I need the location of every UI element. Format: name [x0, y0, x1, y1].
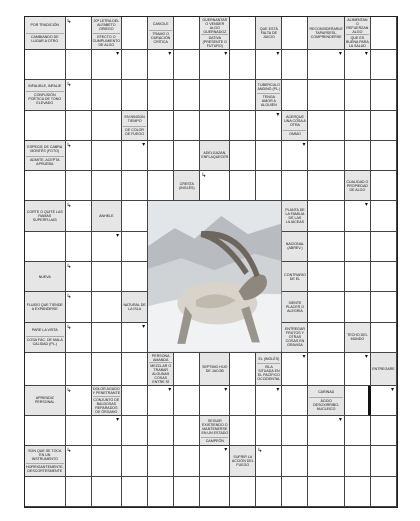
- clue-cell: [174, 171, 200, 201]
- clue-text: SUFRIR LA ACCIÓN DEL FUEGO: [231, 455, 254, 468]
- clue-cell: [25, 80, 66, 110]
- answer-cell[interactable]: [256, 416, 282, 446]
- arrow-down-icon: ▾: [116, 417, 120, 424]
- answer-cell[interactable]: [122, 416, 148, 446]
- clue-text: TRAMO O DURACIÓN CRÍTICA: [151, 32, 171, 44]
- answer-cell[interactable]: [25, 171, 66, 201]
- answer-cell[interactable]: [92, 111, 122, 141]
- answer-cell[interactable]: [92, 477, 122, 507]
- answer-cell[interactable]: [345, 477, 371, 507]
- clue-text: CARINAD: [318, 389, 335, 394]
- clue-cell: [25, 262, 66, 292]
- clue-cell: [25, 141, 66, 171]
- arrow-down-icon: ▾: [364, 51, 368, 57]
- arrow-down-icon: ▾: [364, 202, 368, 209]
- answer-cell[interactable]: [66, 323, 92, 353]
- clue-cell: [282, 232, 308, 262]
- clue-cell: [256, 17, 282, 50]
- clue-text: CORTE O QUITE LAS RAMAS SUPERFLUAS: [26, 210, 63, 223]
- arrow-down-icon: ▾: [276, 386, 280, 393]
- answer-cell[interactable]: [200, 477, 230, 507]
- clue-cell: [200, 416, 230, 446]
- answer-cell[interactable]: [92, 80, 122, 110]
- clue-text: INFALIBLE, INFALIE: [28, 84, 62, 89]
- arrow-down-icon: ▾: [116, 232, 120, 239]
- clue-text: POR TRADICIÓN: [30, 23, 60, 28]
- answer-cell[interactable]: [66, 386, 92, 416]
- clue-cell: [25, 17, 66, 50]
- arrow-down-icon: ▾: [364, 353, 368, 360]
- answer-cell[interactable]: [66, 17, 92, 50]
- answer-cell[interactable]: [308, 353, 344, 386]
- answer-cell[interactable]: [92, 446, 122, 476]
- arrow-right-icon: ↳: [66, 142, 72, 149]
- arrow-down-icon: ▾: [224, 51, 228, 57]
- answer-cell[interactable]: [92, 141, 122, 171]
- clue-text: EN NINGÚN TIEMPO: [124, 114, 145, 123]
- clue-text: ENTREGARE: [372, 366, 395, 371]
- answer-cell[interactable]: [66, 80, 92, 110]
- answer-cell[interactable]: [148, 80, 174, 110]
- answer-cell[interactable]: [122, 477, 148, 507]
- clue-text: EL (INGLÉS): [258, 356, 280, 361]
- clue-text: PARE LA VISTA: [31, 327, 58, 332]
- clue-text: SEGUIR EXISTIENDO O MANTENERSE EN UN ESTADO: [201, 418, 229, 435]
- answer-cell[interactable]: [345, 232, 371, 262]
- answer-cell[interactable]: [25, 50, 66, 80]
- clue-text: TUBERCULO ANDINO (PL.): [257, 83, 281, 92]
- answer-cell[interactable]: [92, 323, 122, 353]
- answer-cell[interactable]: [256, 386, 282, 416]
- clue-text: EFECTO O CUMPLIMIENTO DE ALGO: [92, 34, 121, 47]
- clue-cell: [371, 353, 397, 386]
- answer-cell[interactable]: [122, 80, 148, 110]
- answer-cell[interactable]: [66, 141, 92, 171]
- clue-text: ISLA SITUADA EN EL PACÍFICO OCCIDENTAL: [257, 365, 281, 382]
- answer-cell[interactable]: [122, 386, 148, 416]
- arrow-down-icon: ▾: [142, 141, 146, 148]
- answer-cell[interactable]: [345, 416, 371, 446]
- clue-text: DE COLOR DE FUEGO: [123, 126, 146, 136]
- answer-cell[interactable]: [148, 446, 174, 476]
- clue-text: DATIVA (PRESENTE O FUTURO): [202, 36, 227, 48]
- clue-cell: [345, 17, 371, 50]
- clue-cell: [308, 386, 344, 416]
- answer-cell[interactable]: [256, 171, 282, 201]
- clue-text: CAMPEÓN: [201, 437, 228, 443]
- answer-cell[interactable]: [345, 201, 371, 231]
- answer-cell[interactable]: [148, 141, 174, 171]
- answer-cell[interactable]: [282, 477, 308, 507]
- answer-cell[interactable]: [92, 50, 122, 80]
- answer-cell[interactable]: [230, 50, 256, 80]
- clue-text: CONFUSIÓN POÉTICA DE TONO ELEVADO: [26, 91, 64, 105]
- arrow-down-icon: ▾: [302, 353, 306, 360]
- clue-text: SON QUE SE TOCA EN UN INSTRUMENTO: [28, 449, 62, 462]
- answer-cell[interactable]: [308, 80, 344, 110]
- answer-cell[interactable]: [345, 292, 371, 322]
- clue-text: ENTREGAR FRUTOS Y OTRAS COSAS EN GRAVISA: [284, 327, 305, 348]
- arrow-down-icon: ▾: [302, 141, 306, 148]
- clue-text: OMMO: [283, 130, 306, 136]
- ibex-photo: [148, 201, 282, 352]
- answer-cell[interactable]: [122, 17, 148, 50]
- answer-cell[interactable]: [200, 111, 230, 141]
- arrow-down-icon: ▾: [338, 417, 342, 424]
- answer-cell[interactable]: [148, 386, 174, 416]
- answer-cell[interactable]: [371, 292, 397, 322]
- arrow-right-icon: ↳: [66, 387, 72, 394]
- clue-cell: [92, 386, 122, 416]
- clue-text: MEZCLAR O TRABAR ALGUNAS COSAS ENTRE SÍ: [150, 363, 172, 384]
- answer-cell[interactable]: [282, 386, 308, 416]
- clue-text: SIENTE PLACER O ALEGRÍA: [285, 300, 305, 313]
- answer-cell[interactable]: [25, 353, 66, 386]
- answer-cell[interactable]: [122, 232, 148, 262]
- clue-text: GUERNANTAR O VENDER ALGO GUERNADOZ: [202, 18, 228, 34]
- answer-cell[interactable]: [92, 353, 122, 386]
- answer-cell[interactable]: [308, 50, 344, 80]
- arrow-down-icon: ▾: [276, 111, 280, 118]
- clue-text: CRESTA (INGLÉS): [178, 181, 195, 190]
- answer-cell[interactable]: [25, 477, 66, 507]
- clue-text: SEPTIMO HIJO DE JACOB: [202, 364, 228, 373]
- answer-cell[interactable]: [282, 141, 308, 171]
- answer-cell[interactable]: [148, 416, 174, 446]
- arrow-right-icon: ↳: [257, 448, 263, 455]
- arrow-right-icon: ↳: [201, 173, 207, 180]
- answer-cell[interactable]: [66, 292, 92, 322]
- clue-cell: [25, 323, 66, 353]
- clue-cell: [25, 201, 66, 231]
- answer-cell[interactable]: [25, 111, 66, 141]
- answer-cell[interactable]: [66, 416, 92, 446]
- answer-cell[interactable]: [371, 141, 397, 171]
- answer-cell[interactable]: [371, 201, 397, 231]
- answer-cell[interactable]: [256, 50, 282, 80]
- answer-cell[interactable]: [200, 171, 230, 201]
- answer-cell[interactable]: [230, 416, 256, 446]
- clue-cell: [282, 262, 308, 292]
- answer-cell[interactable]: [256, 477, 282, 507]
- clue-cell: [282, 111, 308, 141]
- answer-cell[interactable]: [174, 353, 200, 386]
- answer-cell[interactable]: [92, 292, 122, 322]
- answer-cell[interactable]: [282, 50, 308, 80]
- answer-cell[interactable]: [308, 292, 344, 322]
- clue-cell: [200, 353, 230, 386]
- answer-cell[interactable]: [122, 50, 148, 80]
- clue-cell: [25, 386, 66, 416]
- arrow-right-icon: ↳: [66, 448, 72, 455]
- clue-text: FLUIDO QUE TIENDE A EXPANDIRSE: [26, 302, 63, 311]
- clue-cell: [345, 171, 371, 201]
- answer-cell[interactable]: [282, 416, 308, 446]
- clue-text: APRENDIZ PERSONAL: [34, 396, 55, 405]
- answer-cell[interactable]: [371, 50, 397, 80]
- answer-cell[interactable]: [92, 232, 122, 262]
- answer-cell[interactable]: [200, 386, 230, 416]
- answer-cell[interactable]: [256, 111, 282, 141]
- answer-cell[interactable]: [66, 353, 92, 386]
- answer-cell[interactable]: [308, 232, 344, 262]
- answer-cell[interactable]: [282, 80, 308, 110]
- answer-cell[interactable]: [200, 50, 230, 80]
- answer-cell[interactable]: [174, 446, 200, 476]
- clue-cell: [92, 201, 122, 231]
- answer-cell[interactable]: [174, 386, 200, 416]
- answer-cell[interactable]: [371, 232, 397, 262]
- answer-cell[interactable]: [66, 50, 92, 80]
- clue-text: ÁCIDO DESOXIRRIBO-NUCLEICO: [309, 397, 342, 411]
- answer-cell[interactable]: [148, 171, 174, 201]
- answer-cell[interactable]: [230, 353, 256, 386]
- answer-cell[interactable]: [308, 171, 344, 201]
- answer-cell[interactable]: [345, 111, 371, 141]
- arrow-down-icon: ▾: [168, 386, 172, 393]
- clue-cell: [92, 17, 122, 50]
- answer-cell[interactable]: [122, 446, 148, 476]
- arrow-down-icon: ▾: [142, 323, 146, 330]
- answer-cell[interactable]: [345, 262, 371, 292]
- answer-cell[interactable]: [371, 171, 397, 201]
- answer-cell[interactable]: [92, 171, 122, 201]
- answer-cell[interactable]: [282, 171, 308, 201]
- answer-cell[interactable]: [66, 201, 92, 231]
- answer-cell[interactable]: [371, 262, 397, 292]
- answer-cell[interactable]: [174, 17, 200, 50]
- answer-cell[interactable]: [282, 17, 308, 50]
- clue-text: NACIONAL (ABREV.): [285, 242, 305, 251]
- clue-text: ANHELE: [99, 214, 114, 219]
- arrow-right-icon: ↳: [66, 82, 72, 89]
- answer-cell[interactable]: [25, 416, 66, 446]
- answer-cell[interactable]: [174, 80, 200, 110]
- arrow-right-icon: ↳: [66, 324, 72, 331]
- answer-cell[interactable]: [230, 80, 256, 110]
- answer-cell[interactable]: [122, 353, 148, 386]
- answer-cell[interactable]: [122, 171, 148, 201]
- answer-cell[interactable]: [92, 262, 122, 292]
- clue-text: COSA FÁC. DE MALA CALIDAD (PL.): [26, 338, 63, 347]
- clue-cell: [230, 446, 256, 476]
- answer-cell[interactable]: [371, 111, 397, 141]
- answer-cell[interactable]: [345, 50, 371, 80]
- clue-text: PLANTA DE LA FAMILIA DE LAS LILIÁCEAS: [285, 208, 305, 225]
- answer-cell[interactable]: [371, 386, 397, 416]
- answer-cell[interactable]: [282, 446, 308, 476]
- arrow-down-icon: ▾: [116, 51, 120, 57]
- arrow-right-icon: ↳: [66, 264, 72, 270]
- arrow-right-icon: ↳: [66, 19, 72, 25]
- answer-cell[interactable]: [371, 477, 397, 507]
- clue-text: HORRIGANTEMENTE, DESCORTESMENTE: [26, 464, 64, 473]
- arrow-right-icon: ↳: [66, 203, 72, 210]
- answer-cell[interactable]: [174, 111, 200, 141]
- answer-cell[interactable]: [230, 17, 256, 50]
- answer-cell[interactable]: [25, 232, 66, 262]
- answer-cell[interactable]: [122, 323, 148, 353]
- answer-cell[interactable]: [230, 477, 256, 507]
- answer-cell[interactable]: [122, 141, 148, 171]
- answer-cell[interactable]: [345, 80, 371, 110]
- clue-text: CUALIDAD O PROPIEDAD DE ALGO: [346, 179, 369, 192]
- clue-cell: [122, 292, 148, 322]
- clue-text: QUE ESTÁ FALTA DE JUICIO: [259, 27, 278, 39]
- answer-cell[interactable]: [308, 323, 344, 353]
- answer-cell[interactable]: [200, 446, 230, 476]
- clue-cell: [148, 353, 174, 386]
- clue-cell: [148, 17, 174, 50]
- clue-text: CONJUNTO DE BALDOSAS REPARADOS DE ÓRGANO: [93, 397, 120, 414]
- answer-cell[interactable]: [66, 171, 92, 201]
- clue-cell: [345, 323, 371, 353]
- clue-text: ESPECIE DE CABRA MONTÉS (FOTO): [27, 144, 63, 153]
- answer-cell[interactable]: [371, 416, 397, 446]
- clue-cell: [200, 141, 230, 171]
- answer-cell[interactable]: [308, 416, 344, 446]
- answer-cell[interactable]: [345, 446, 371, 476]
- clue-cell: [122, 111, 148, 141]
- clue-text: NATURAL DE LA ISLA: [123, 302, 146, 311]
- answer-cell[interactable]: [66, 446, 92, 476]
- clue-cell: [256, 353, 282, 386]
- arrow-down-icon: ▾: [168, 51, 172, 57]
- clue-text: ADELGAZAN, ENFLAQUECER: [201, 151, 229, 160]
- clue-text: TENGA AMOR A ALGUIEN: [257, 93, 280, 107]
- answer-cell[interactable]: [122, 201, 148, 231]
- clue-cell: [308, 17, 344, 50]
- clue-cell: [282, 201, 308, 231]
- arrow-down-icon: ▾: [390, 386, 394, 393]
- clue-cell: [200, 17, 230, 50]
- answer-cell[interactable]: [200, 80, 230, 110]
- clue-text: TECHO DEL MUNDO: [347, 333, 368, 342]
- clue-text: PERSONA AMANDA: [151, 353, 170, 362]
- answer-cell[interactable]: [230, 171, 256, 201]
- answer-cell[interactable]: [148, 111, 174, 141]
- answer-cell[interactable]: [230, 386, 256, 416]
- clue-text: QUE ES BUENA PARA LA SALUD: [346, 36, 369, 48]
- clue-text: ADMITE, ACEPTA APRUEBA: [26, 156, 64, 166]
- clue-cell: [282, 292, 308, 322]
- answer-cell[interactable]: [92, 416, 122, 446]
- arrow-down-icon: ▾: [338, 51, 342, 57]
- answer-cell[interactable]: [66, 111, 92, 141]
- answer-cell[interactable]: [122, 262, 148, 292]
- clue-text: CAMBIANDO DE LUGAR A OTRO: [26, 33, 64, 43]
- answer-cell[interactable]: [174, 50, 200, 80]
- answer-cell[interactable]: [148, 477, 174, 507]
- answer-cell[interactable]: [230, 111, 256, 141]
- clue-text: CONTRARIO DE EL: [284, 272, 306, 281]
- clue-text: NUEVA: [38, 274, 51, 279]
- answer-cell[interactable]: [174, 141, 200, 171]
- answer-cell[interactable]: [174, 416, 200, 446]
- clue-text: CANCILE: [152, 22, 169, 26]
- answer-cell[interactable]: [282, 353, 308, 386]
- answer-cell[interactable]: [148, 50, 174, 80]
- clue-text: DOLOR AGUDO Y PENETRANTE: [92, 387, 121, 396]
- clue-cell: [25, 292, 66, 322]
- answer-cell[interactable]: [308, 262, 344, 292]
- answer-cell[interactable]: [345, 353, 371, 386]
- answer-cell[interactable]: [308, 446, 344, 476]
- clue-text: ALIMENTAN O REFUERZAN ALGO: [346, 18, 369, 34]
- answer-cell[interactable]: [371, 446, 397, 476]
- answer-cell[interactable]: [371, 17, 397, 50]
- answer-cell[interactable]: [230, 141, 256, 171]
- answer-cell[interactable]: [256, 141, 282, 171]
- arrow-down-icon: ▾: [224, 386, 228, 393]
- clue-text: RECONSIDERARLE TAPARSESL. COMPRENDERSE: [309, 27, 343, 39]
- clue-text: 20ª LETRA DEL ALFABETO GRIEGO: [93, 19, 120, 32]
- answer-cell[interactable]: [371, 80, 397, 110]
- answer-cell[interactable]: [308, 141, 344, 171]
- clue-cell: [282, 323, 308, 353]
- clue-cell: [256, 80, 282, 110]
- answer-cell[interactable]: [345, 386, 371, 416]
- answer-cell[interactable]: [345, 141, 371, 171]
- answer-cell[interactable]: [66, 232, 92, 262]
- arrow-down-icon: ▾: [276, 51, 280, 57]
- answer-cell[interactable]: [308, 477, 344, 507]
- answer-cell[interactable]: [308, 201, 344, 231]
- answer-cell[interactable]: [66, 262, 92, 292]
- arrow-right-icon: ↳: [66, 294, 72, 301]
- answer-cell[interactable]: [256, 446, 282, 476]
- arrow-down-icon: ▾: [224, 447, 228, 454]
- crossword-grid: [24, 16, 398, 508]
- answer-cell[interactable]: [308, 111, 344, 141]
- clue-text: ACERQUE UNA COSA A OTRA: [284, 114, 306, 127]
- answer-cell[interactable]: [66, 477, 92, 507]
- answer-cell[interactable]: [174, 477, 200, 507]
- answer-cell[interactable]: [371, 323, 397, 353]
- clue-cell: [25, 446, 66, 476]
